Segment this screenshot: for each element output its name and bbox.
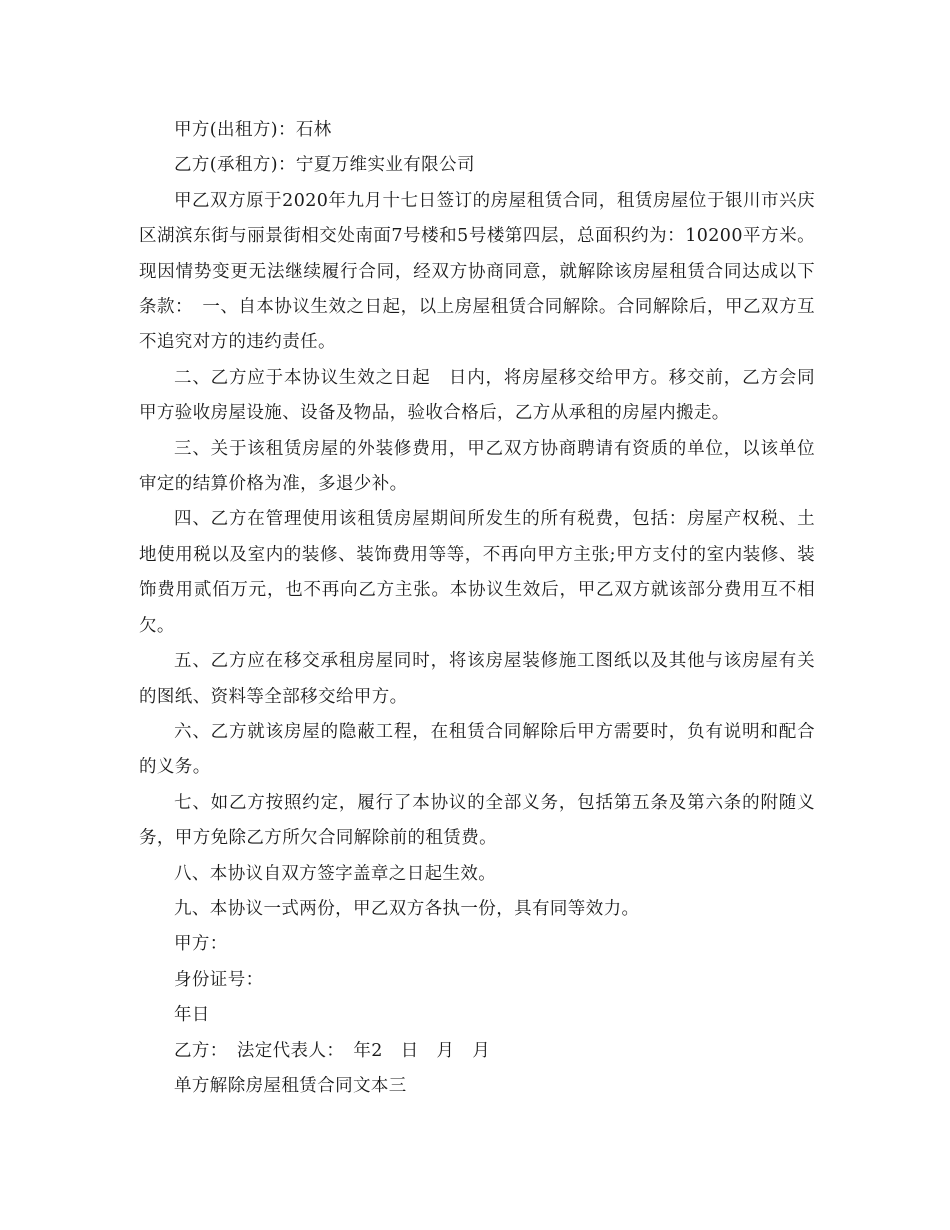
clause-two: 二、乙方应于本协议生效之日起 日内，将房屋移交给甲方。移交前，乙方会同甲方验收房屋设施、设备及物品，验收合格后，乙方从承租的房屋内搬走。 (139, 367, 815, 424)
clause-five: 五、乙方应在移交承租房屋同时，将该房屋装修施工图纸以及其他与该房屋有关的图纸、资料等全部移交给甲方。 (139, 651, 815, 707)
party-a-line: 甲方(出租方)：石林 (174, 120, 332, 140)
party-a-signature-line: 甲方： (174, 934, 228, 955)
date-line: 年日 (174, 1005, 210, 1026)
clause-six: 六、乙方就该房屋的隐蔽工程，在租赁合同解除后甲方需要时，负有说明和配合的义务。 (139, 721, 815, 778)
clause-eight: 八、本协议自双方签字盖章之日起生效。 (174, 863, 497, 884)
next-section-title: 单方解除房屋租赁合同文本三 (174, 1075, 407, 1096)
id-number-line: 身份证号： (174, 969, 264, 990)
party-b-signature-line: 乙方： 法定代表人： 年2 日 月 月 (174, 1040, 491, 1061)
document-body (139, 113, 815, 1104)
contract-intro-paragraph: 甲乙双方原于2020年九月十七日签订的房屋租赁合同，租赁房屋位于银川市兴庆区湖滨东街与丽景街相交处南面7号楼和5号楼第四层，总面积约为：10200平方米。现因情势变更无法继续履行合同，经双方协商同意，就解除该房屋租赁合同达成以下条款： 一、自本协议生效之日起，以上房屋租赁合同解除。合同解除后，甲乙双方互不追究对方的违约责任。 (139, 190, 815, 353)
clause-seven: 七、如乙方按照约定，履行了本协议的全部义务，包括第五条及第六条的附随义务，甲方免除乙方所欠合同解除前的租赁费。 (139, 792, 815, 849)
party-b-line: 乙方(承租方)：宁夏万维实业有限公司 (174, 155, 475, 176)
clause-four: 四、乙方在管理使用该租赁房屋期间所发生的所有税费，包括：房屋产权税、土地使用税以及室内的装修、装饰费用等等，不再向甲方主张;甲方支付的室内装修、装饰费用贰佰万元，也不再向乙方主张。本协议生效后，甲乙双方就该部分费用互不相欠。 (139, 509, 815, 636)
clause-three: 三、关于该租赁房屋的外装修费用，甲乙双方协商聘请有资质的单位，以该单位审定的结算价格为准，多退少补。 (139, 438, 815, 495)
clause-nine: 九、本协议一式两份，甲乙双方各执一份，具有同等效力。 (174, 898, 640, 919)
